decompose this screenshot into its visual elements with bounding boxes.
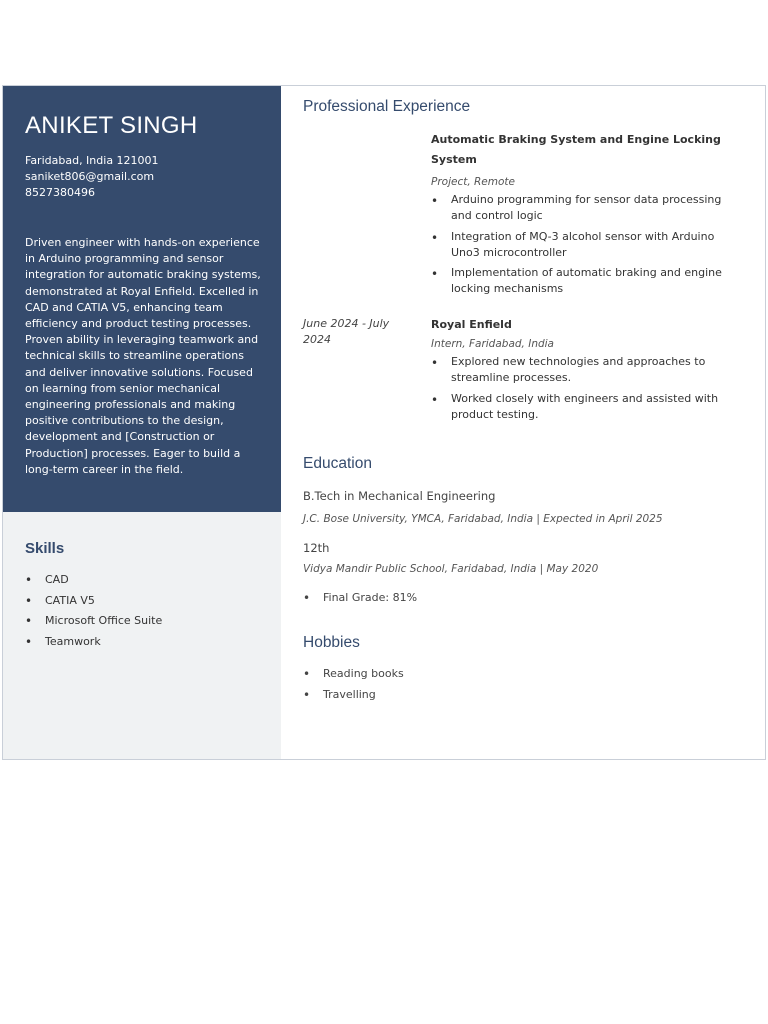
bullet-icon: •: [431, 267, 439, 282]
education-details: J.C. Bose University, YMCA, Faridabad, India | Expected in April 2025: [303, 513, 663, 525]
skill-label: CAD: [45, 573, 69, 586]
job-bullet-text: Explored new technologies and approaches to streamline processes.: [451, 355, 706, 385]
bullet-icon: •: [25, 614, 33, 628]
job-bullet: [431, 265, 741, 298]
bullet-icon: •: [431, 356, 439, 370]
hobby-label: Reading books: [323, 667, 404, 680]
bullet-icon: •: [303, 591, 311, 605]
bullet-icon: •: [431, 230, 439, 245]
skill-item: [25, 612, 162, 633]
email-text: saniket806@gmail.com: [25, 170, 155, 183]
skill-label: CATIA V5: [45, 593, 95, 607]
bullet-icon: •: [431, 194, 439, 208]
education-degree: 12th: [303, 541, 330, 555]
hobbies-list: [303, 665, 404, 706]
candidate-name: ANIKET SINGH: [25, 112, 198, 139]
contact-block: [25, 153, 159, 201]
hobby-label: Travelling: [323, 687, 376, 701]
education-heading: Education: [303, 455, 372, 472]
left-sidebar: [3, 86, 281, 759]
experience-entry-project: [431, 130, 741, 302]
bullet-icon: •: [303, 667, 311, 681]
phone-text: 8527380496: [25, 186, 95, 199]
skills-heading: Skills: [25, 540, 65, 557]
hobbies-heading: Hobbies: [303, 634, 360, 651]
job-bullets: [431, 354, 741, 423]
job-bullet: [431, 192, 741, 225]
education-bullet-text: Final Grade: 81%: [323, 591, 418, 604]
bullet-icon: •: [303, 687, 311, 702]
skill-item: [25, 571, 162, 592]
job-bullet-text: Arduino programming for sensor data processing and control logic: [451, 193, 722, 223]
education-bullet: [303, 589, 417, 610]
hobby-item: [303, 665, 404, 686]
resume-page: [2, 85, 766, 760]
education-bullets: [303, 589, 417, 610]
job-bullet-text: Integration of MQ-3 alcohol sensor with Arduino Uno3 microcontroller: [451, 229, 715, 259]
job-subtitle: Intern, Faridabad, India: [431, 338, 554, 350]
job-bullet-text: Implementation of automatic braking and engine locking mechanisms: [451, 266, 722, 296]
job-subtitle: Project, Remote: [431, 176, 515, 188]
job-bullet: [431, 354, 741, 387]
main-content: [281, 86, 765, 759]
bullet-icon: •: [25, 593, 33, 608]
experience-heading: Professional Experience: [303, 98, 471, 115]
job-title: Royal Enfield: [431, 318, 512, 331]
job-bullet: [431, 391, 741, 424]
job-bullets: [431, 192, 741, 298]
bullet-icon: •: [25, 573, 33, 587]
skill-label: Teamwork: [45, 634, 101, 648]
profile-header: [3, 86, 281, 512]
profile-summary: Driven engineer with hands-on experience in Arduino programming and sensor integration for automatic braking systems, demonstrated at Royal Enfield. Excelled in CAD and CATIA V5, enhancing team efficiency and product testing processes. Proven ability in leveraging teamwork and technical skills to streamline operations and deliver innovative solutions. Focused on learning from senior mechanical engineering professionals and making positive contributions to the design, development and [Construction or Production] processes. Eager to build a long-term career in the field.: [25, 236, 261, 476]
bullet-icon: •: [25, 634, 33, 649]
skill-item: [25, 633, 162, 654]
job-bullet-text: Worked closely with engineers and assisted with product testing.: [451, 391, 719, 421]
job-date: June 2024 - July 2024: [303, 317, 390, 346]
education-details: Vidya Mandir Public School, Faridabad, India | May 2020: [303, 563, 599, 575]
education-degree: B.Tech in Mechanical Engineering: [303, 489, 496, 503]
skills-list: [25, 571, 162, 653]
skill-item: [25, 592, 162, 613]
hobby-item: [303, 686, 404, 707]
location-text: Faridabad, India 121001: [25, 154, 159, 167]
job-bullet: [431, 229, 741, 262]
bullet-icon: •: [431, 392, 439, 407]
experience-entry-royal-enfield: [431, 315, 741, 427]
job-title: Automatic Braking System and Engine Locking System: [431, 133, 721, 166]
skill-label: Microsoft Office Suite: [45, 614, 163, 627]
